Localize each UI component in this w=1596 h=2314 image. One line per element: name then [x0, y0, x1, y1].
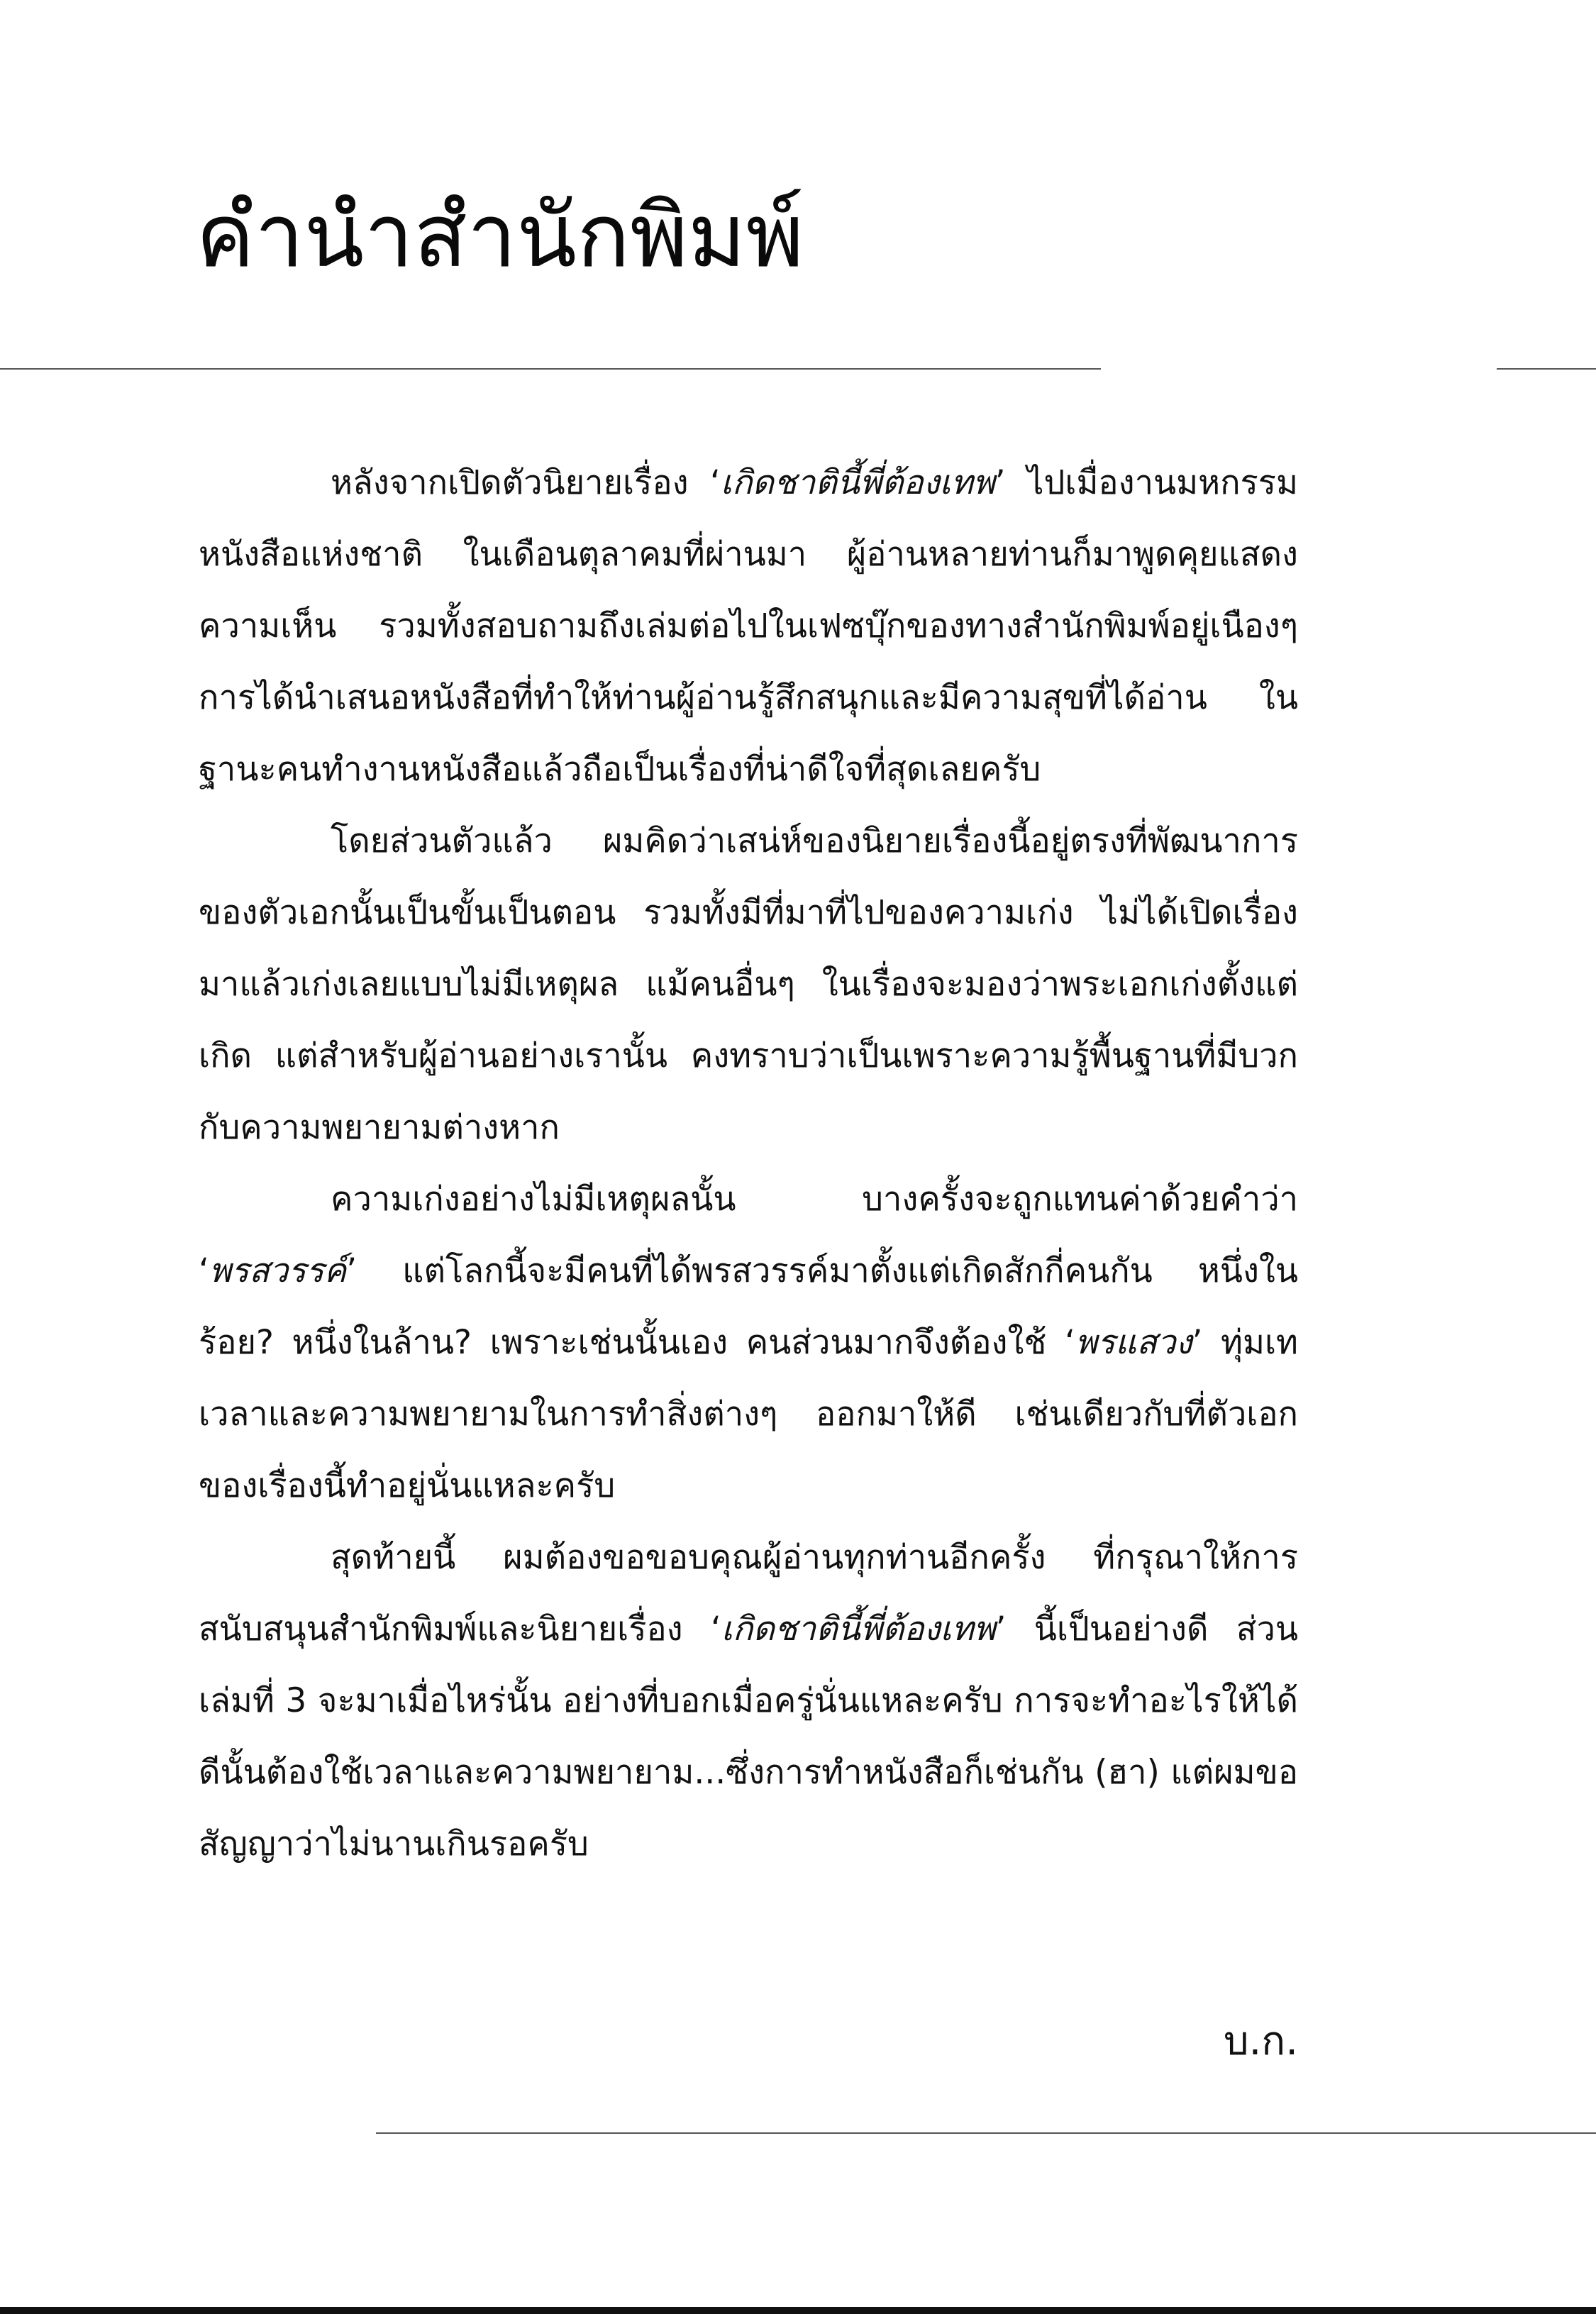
book-title-italic: เกิดชาตินี้พี่ต้องเทพ	[720, 463, 995, 502]
editor-signature: บ.ก.	[1223, 2018, 1298, 2064]
paragraph-4-text: ’ นี้เป็นอย่างดี ส่วนเล่มที่ 3 จะมาเมื่อไหร่นั้น อย่างที่บอกเมื่อครู่นั่นแหละครับ การจะทำอะไรให้ได้ดีนั้นต้องใช้เวลาและความพยายาม...ซึ่งการทำหนังสือก็เช่นกัน (ฮา) แต่ผมขอสัญญาว่าไม่นานเกินรอครับ	[199, 1610, 1298, 1864]
paragraph-3-text: ’ ทุ่มเทเวลาและความพยายามในการทำสิ่งต่างๆ ออกมาให้ดี เช่นเดียวกับที่ตัวเอกของเรื่องนี้ทำอยู่นั่นแหละครับ	[199, 1323, 1298, 1505]
body-text	[199, 447, 1298, 1880]
paragraph-1-text: ’ ไปเมื่องานมหกรรมหนังสือแห่งชาติ ในเดือนตุลาคมที่ผ่านมา ผู้อ่านหลายท่านก็มาพูดคุยแสดงความเห็น รวมทั้งสอบถามถึงเล่มต่อไปในเฟซบุ๊กของทางสำนักพิมพ์อยู่เนืองๆ การได้นำเสนอหนังสือที่ทำให้ท่านผู้อ่านรู้สึกสนุกและมีความสุขที่ได้อ่าน ในฐานะคนทำงานหนังสือแล้วถือเป็นเรื่องที่น่าดีใจที่สุดเลยครับ	[199, 463, 1299, 789]
term-italic: พรสวรรค์	[209, 1251, 347, 1290]
book-title-italic: เกิดชาตินี้พี่ต้องเทพ	[721, 1610, 996, 1649]
page-bottom-edge	[0, 2307, 1596, 2314]
paragraph-2-text: โดยส่วนตัวแล้ว ผมคิดว่าเสน่ห์ของนิยายเรื่องนี้อยู่ตรงที่พัฒนาการของตัวเอกนั้นเป็นขั้นเป็นตอน รวมทั้งมีที่มาที่ไปของความเก่ง ไม่ได้เปิดเรื่องมาแล้วเก่งเลยแบบไม่มีเหตุผล แม้คนอื่นๆ ในเรื่องจะมองว่าพระเอกเก่งตั้งแต่เกิด แต่สำหรับผู้อ่านอย่างเรานั้น คงทราบว่าเป็นเพราะความรู้พื้นฐานที่มีบวกกับความพยายามต่างหาก	[199, 821, 1298, 1147]
paragraph-3-text: ’ แต่โลกนี้จะมีคนที่ได้พรสวรรค์มาตั้งแต่เกิดสักกี่คนกัน หนึ่งในร้อย? หนึ่งในล้าน? เพราะเช่นนั้นเอง คนส่วนมากจึงต้องใช้ ‘	[199, 1251, 1298, 1362]
paragraph-4	[199, 1522, 1298, 1880]
paragraph-4-text: สุดท้ายนี้ ผมต้องขอขอบคุณผู้อ่านทุกท่านอีกครั้ง ที่กรุณาให้การสนับสนุนสำนักพิมพ์และนิยายเรื่อง ‘	[199, 1538, 1298, 1649]
page-title: คำนำสำนักพิมพ์	[196, 185, 804, 287]
paragraph-3	[199, 1163, 1298, 1522]
footer-divider	[376, 2132, 1596, 2134]
paragraph-1-text: หลังจากเปิดตัวนิยายเรื่อง ‘	[331, 463, 721, 502]
paragraph-3-text: ความเก่งอย่างไม่มีเหตุผลนั้น บางครั้งจะถูกแทนค่าด้วยคำว่า ‘	[199, 1180, 1298, 1290]
title-divider-right	[1497, 368, 1596, 370]
term-italic: พรแสวง	[1075, 1323, 1192, 1362]
paragraph-1	[199, 447, 1298, 805]
paragraph-2	[199, 805, 1298, 1163]
title-divider-left	[0, 368, 1101, 370]
